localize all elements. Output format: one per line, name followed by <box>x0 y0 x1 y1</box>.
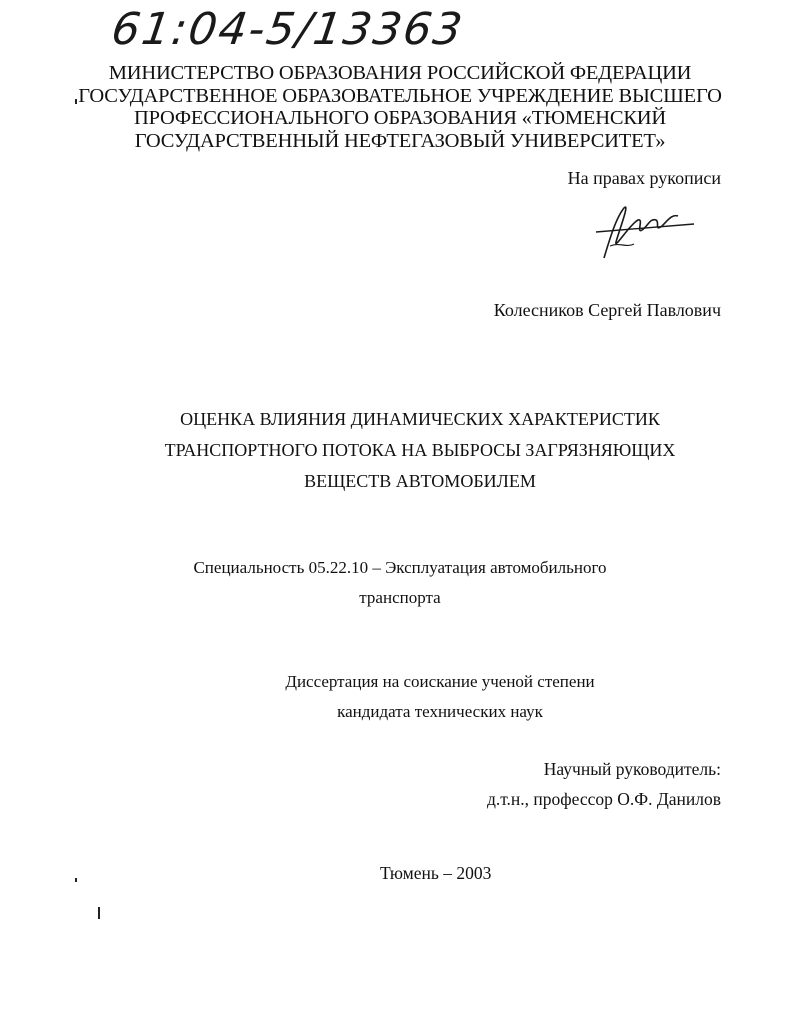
degree-line: Диссертация на соискание ученой степени <box>285 672 595 691</box>
city-year: Тюмень – 2003 <box>380 863 492 883</box>
supervisor-name: д.т.н., профессор О.Ф. Данилов <box>486 789 721 809</box>
title-line: ОЦЕНКА ВЛИЯНИЯ ДИНАМИЧЕСКИХ ХАРАКТЕРИСТИК <box>180 409 660 429</box>
title-line: ТРАНСПОРТНОГО ПОТОКА НА ВЫБРОСЫ ЗАГРЯЗНЯЮЩИХ <box>164 440 676 460</box>
signature-image <box>590 198 700 264</box>
scan-speck <box>75 99 77 104</box>
ministry-line: ПРОФЕССИОНАЛЬНОГО ОБРАЗОВАНИЯ «ТЮМЕНСКИЙ <box>133 107 667 129</box>
archive-stamp: 61:04-5/13363 <box>108 4 468 55</box>
title-line: ВЕЩЕСТВ АВТОМОБИЛЕМ <box>304 471 536 491</box>
dissertation-title <box>80 404 760 497</box>
degree-line: кандидата технических наук <box>337 702 543 721</box>
specialty <box>140 553 660 613</box>
ministry-line: ГОСУДАРСТВЕННЫЙ НЕФТЕГАЗОВЫЙ УНИВЕРСИТЕТ» <box>134 129 666 152</box>
scan-speck <box>98 907 100 919</box>
supervisor-block <box>487 754 721 814</box>
ministry-header <box>60 62 740 152</box>
supervisor-label: Научный руководитель: <box>543 759 721 779</box>
specialty-line: транспорта <box>359 588 441 607</box>
scan-speck <box>75 878 77 882</box>
specialty-line: Специальность 05.22.10 – Эксплуатация автомобильного <box>193 558 607 577</box>
degree-statement <box>190 667 690 727</box>
ministry-line: МИНИСТЕРСТВО ОБРАЗОВАНИЯ РОССИЙСКОЙ ФЕДЕРАЦИИ <box>108 62 692 84</box>
ministry-line: ГОСУДАРСТВЕННОЕ ОБРАЗОВАТЕЛЬНОЕ УЧРЕЖДЕНИЕ ВЫСШЕГО <box>78 84 722 107</box>
rights-note: На правах рукописи <box>567 168 721 188</box>
author-name: Колесников Сергей Павлович <box>493 300 721 320</box>
